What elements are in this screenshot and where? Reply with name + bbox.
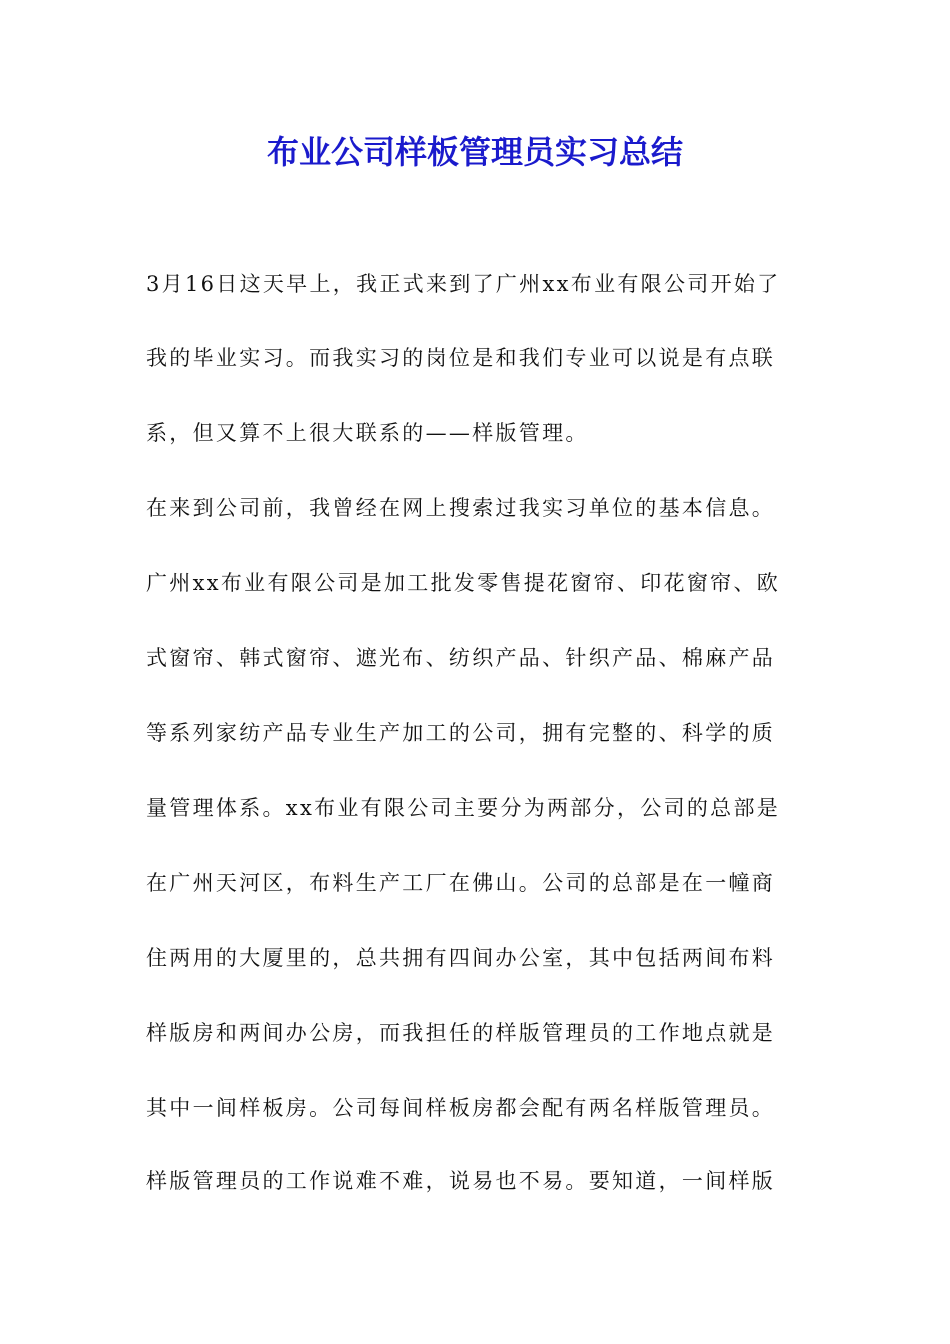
body-line: 系，但又算不上很大联系的——样版管理。 bbox=[146, 421, 589, 445]
body-line: 在来到公司前，我曾经在网上搜索过我实习单位的基本信息。 bbox=[146, 496, 776, 520]
body-line: 样版房和两间办公房，而我担任的样版管理员的工作地点就是 bbox=[146, 1021, 776, 1045]
body-line: 3月16日这天早上，我正式来到了广州xx布业有限公司开始了 bbox=[146, 272, 781, 296]
body-line: 广州xx布业有限公司是加工批发零售提花窗帘、印花窗帘、欧 bbox=[146, 571, 781, 595]
body-line: 我的毕业实习。而我实习的岗位是和我们专业可以说是有点联 bbox=[146, 346, 776, 370]
body-line: 式窗帘、韩式窗帘、遮光布、纺织产品、针织产品、棉麻产品 bbox=[146, 646, 776, 670]
body-line: 其中一间样板房。公司每间样板房都会配有两名样版管理员。 bbox=[146, 1096, 776, 1120]
body-line: 样版管理员的工作说难不难，说易也不易。要知道，一间样版 bbox=[146, 1169, 776, 1193]
document-title: 布业公司样板管理员实习总结 bbox=[266, 133, 683, 171]
body-line: 等系列家纺产品专业生产加工的公司，拥有完整的、科学的质 bbox=[146, 721, 776, 745]
body-line: 住两用的大厦里的，总共拥有四间办公室，其中包括两间布料 bbox=[146, 946, 776, 970]
body-line: 量管理体系。xx布业有限公司主要分为两部分，公司的总部是 bbox=[146, 796, 781, 820]
body-line: 在广州天河区，布料生产工厂在佛山。公司的总部是在一幢商 bbox=[146, 871, 776, 895]
